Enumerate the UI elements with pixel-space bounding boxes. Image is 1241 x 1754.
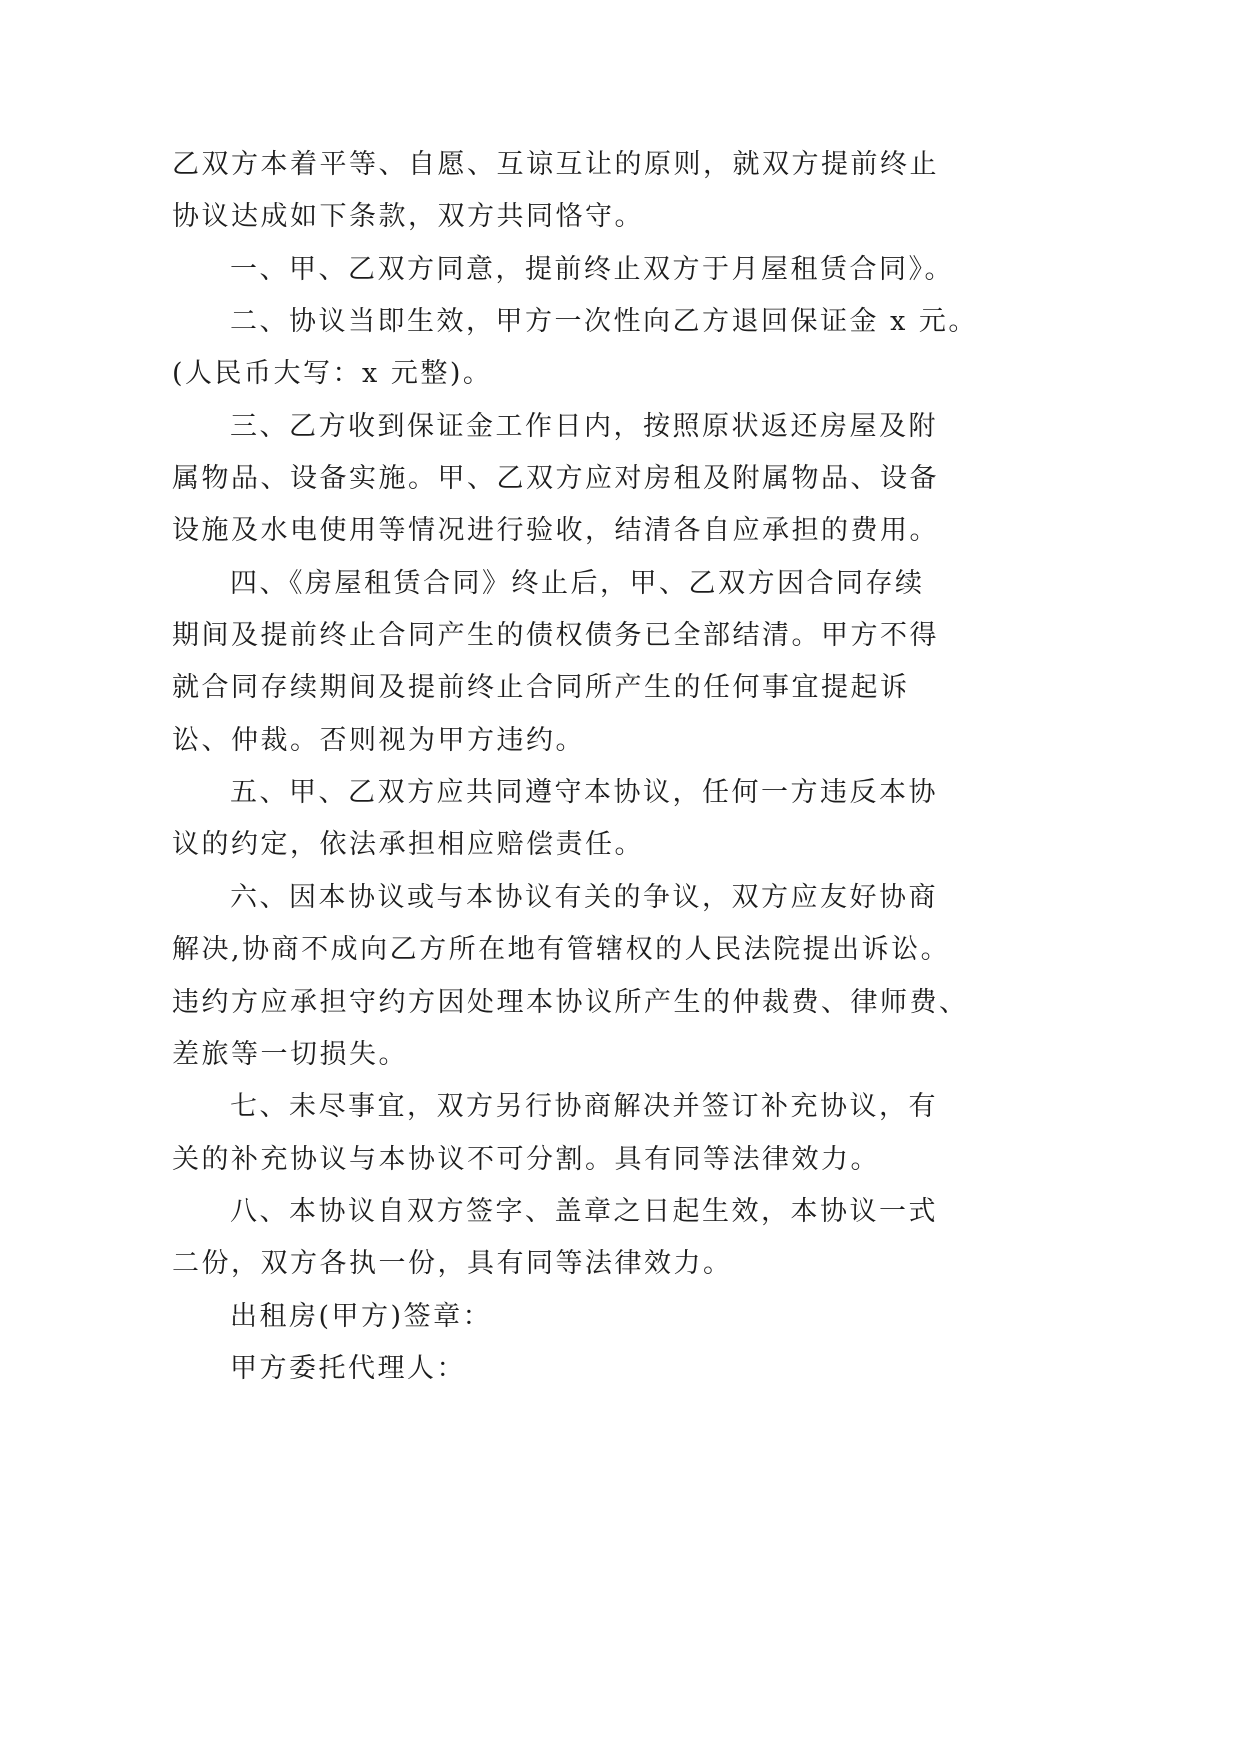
paragraph-intro-continuation xyxy=(172,139,1241,244)
text-line: 七、未尽事宜，双方另行协商解决并签订补充协议，有 xyxy=(230,1091,938,1123)
text-line: 就合同存续期间及提前终止合同所产生的任何事宜提起诉 xyxy=(172,672,910,704)
text-line: 差旅等一切损失。 xyxy=(172,1038,408,1070)
text-line: 乙双方本着平等、自愿、互谅互让的原则，就双方提前终止 xyxy=(172,149,939,180)
text-line: 协议达成如下条款，双方共同恪守。 xyxy=(172,201,644,233)
text-line: 三、乙方收到保证金工作日内，按照原状返还房屋及附 xyxy=(230,410,938,442)
text-line: 解决,协商不成向乙方所在地有管辖权的人民法院提出诉讼。 xyxy=(172,934,951,966)
text-line: 设施及水电使用等情况进行验收，结清各自应承担的费用。 xyxy=(172,515,939,547)
text-line: 四、《房屋租赁合同》终止后，甲、乙双方因合同存续 xyxy=(230,567,925,599)
text-line: 八、本协议自双方签字、盖章之日起生效，本协议一式 xyxy=(230,1195,938,1227)
text-line: 五、甲、乙双方应共同遵守本协议，任何一方违反本协 xyxy=(230,777,938,809)
clause-7 xyxy=(172,1081,1241,1186)
text-line: 属物品、设备实施。甲、乙双方应对房租及附属物品、设备 xyxy=(172,463,939,495)
text-line: 六、因本协议或与本协议有关的争议，双方应友好协商 xyxy=(230,881,938,913)
clause-1 xyxy=(172,244,1241,296)
clause-6 xyxy=(172,872,1241,1081)
clause-4 xyxy=(172,558,1241,767)
text-line: 二、协议当即生效，甲方一次性向乙方退回保证金 x 元。 xyxy=(230,306,978,338)
text-line: 期间及提前终止合同产生的债权债务已全部结清。甲方不得 xyxy=(172,620,939,652)
clause-2 xyxy=(172,296,1241,401)
lessor-seal-label: 出租房(甲方)签章： xyxy=(230,1300,493,1332)
signature-block xyxy=(172,1291,1241,1396)
lessor-agent-label: 甲方委托代理人： xyxy=(230,1352,466,1384)
text-line: (人民币大写：x 元整)。 xyxy=(172,358,493,390)
clause-3 xyxy=(172,401,1241,558)
text-line: 关的补充协议与本协议不可分割。具有同等法律效力。 xyxy=(172,1143,880,1175)
text-line: 议的约定，依法承担相应赔偿责任。 xyxy=(172,829,644,861)
clause-8 xyxy=(172,1186,1241,1291)
clause-5 xyxy=(172,767,1241,872)
text-line: 违约方应承担守约方因处理本协议所产生的仲裁费、律师费、 xyxy=(172,986,969,1018)
text-line: 一、甲、乙双方同意，提前终止双方于月屋租赁合同》。 xyxy=(230,253,954,285)
text-line: 二份，双方各执一份，具有同等法律效力。 xyxy=(172,1248,733,1280)
text-line: 讼、仲裁。否则视为甲方违约。 xyxy=(172,724,585,756)
